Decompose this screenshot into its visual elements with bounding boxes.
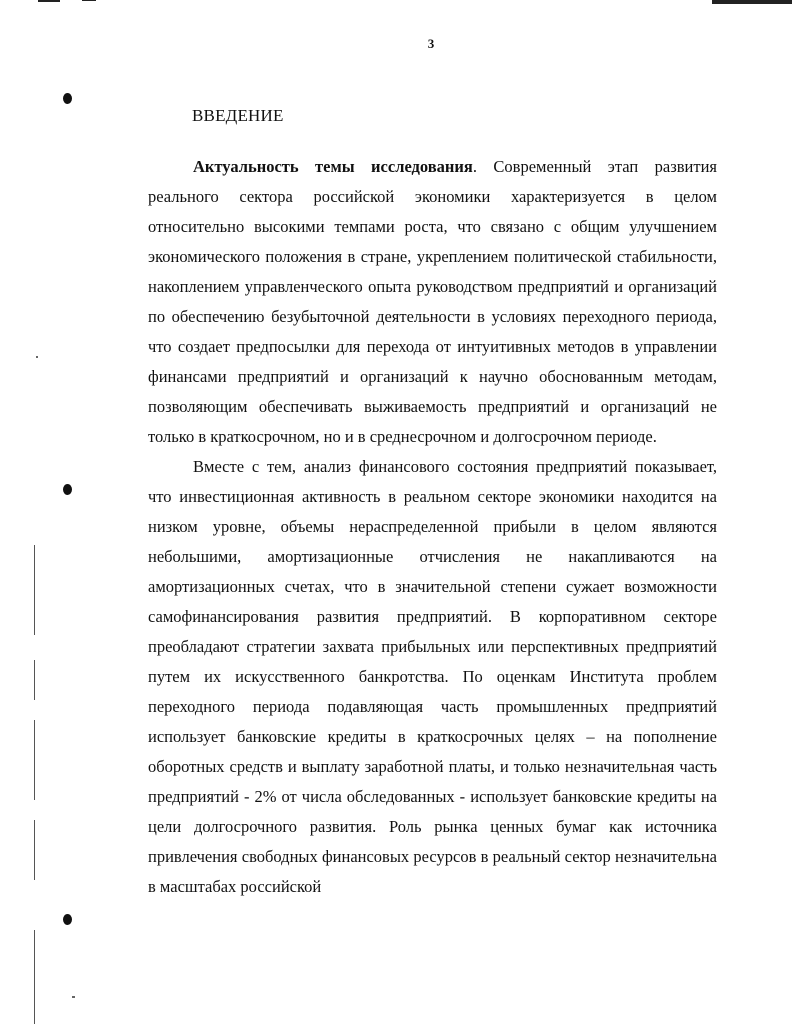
- punch-hole-1: [63, 93, 72, 104]
- punch-hole-2: [63, 484, 72, 495]
- scan-edge-line: [34, 930, 35, 1024]
- scan-mark-top-left-2: [82, 0, 96, 1]
- scan-mark-top-right: [712, 0, 792, 4]
- scan-edge-line: [34, 720, 35, 800]
- scan-edge-line: [34, 660, 35, 700]
- paragraph-1-lead: Актуальность темы исследования: [193, 157, 473, 176]
- scan-mark-top-left: [38, 0, 60, 2]
- scan-speck: [36, 356, 38, 358]
- punch-hole-3: [63, 914, 72, 925]
- section-heading: ВВЕДЕНИЕ: [192, 106, 284, 125]
- paragraph-1: [148, 152, 717, 452]
- paragraph-1-text: . Современный этап развития реального сектора российской экономики характеризуется в целом относительно высокими темпами роста, что связано с общим улучшением экономического положения в стране, укреплением политической стабильности, накоплением управленческого опыта руководством предприятий и организаций по обеспечению безубыточной деятельности в условиях переходного периода, что создает предпосылки для перехода от интуитивных методов в управлении финансами предприятий и организаций к научно обоснованным методам, позволяющим обеспечивать выживаемость предприятий и организаций не только в краткосрочном, но и в среднесрочном и долгосрочном периоде.: [148, 157, 718, 446]
- body-text: [148, 152, 717, 902]
- page-number: 3: [427, 36, 435, 51]
- scan-edge-line: [34, 820, 35, 880]
- scan-speck: [72, 996, 75, 998]
- scan-edge-line: [34, 545, 35, 635]
- paragraph-2: Вместе с тем, анализ финансового состояния предприятий показывает, что инвестиционная активность в реальном секторе экономики находится на низком уровне, объемы нераспределенной прибыли в целом являются небольшими, амортизационные отчисления не накапливаются на амортизационных счетах, что в значительной степени сужает возможности самофинансирования развития предприятий. В корпоративном секторе преобладают стратегии захвата прибыльных или перспективных предприятий путем их искусственного банкротства. По оценкам Института проблем переходного периода подавляющая часть промышленных предприятий использует банковские кредиты в краткосрочных целях – на пополнение оборотных средств и выплату заработной платы, и только незначительная часть предприятий - 2% от числа обследованных - использует банковские кредиты на цели долгосрочного развития. Роль рынка ценных бумаг как источника привлечения свободных финансовых ресурсов в реальный сектор незначительна в масштабах российской: [148, 457, 717, 896]
